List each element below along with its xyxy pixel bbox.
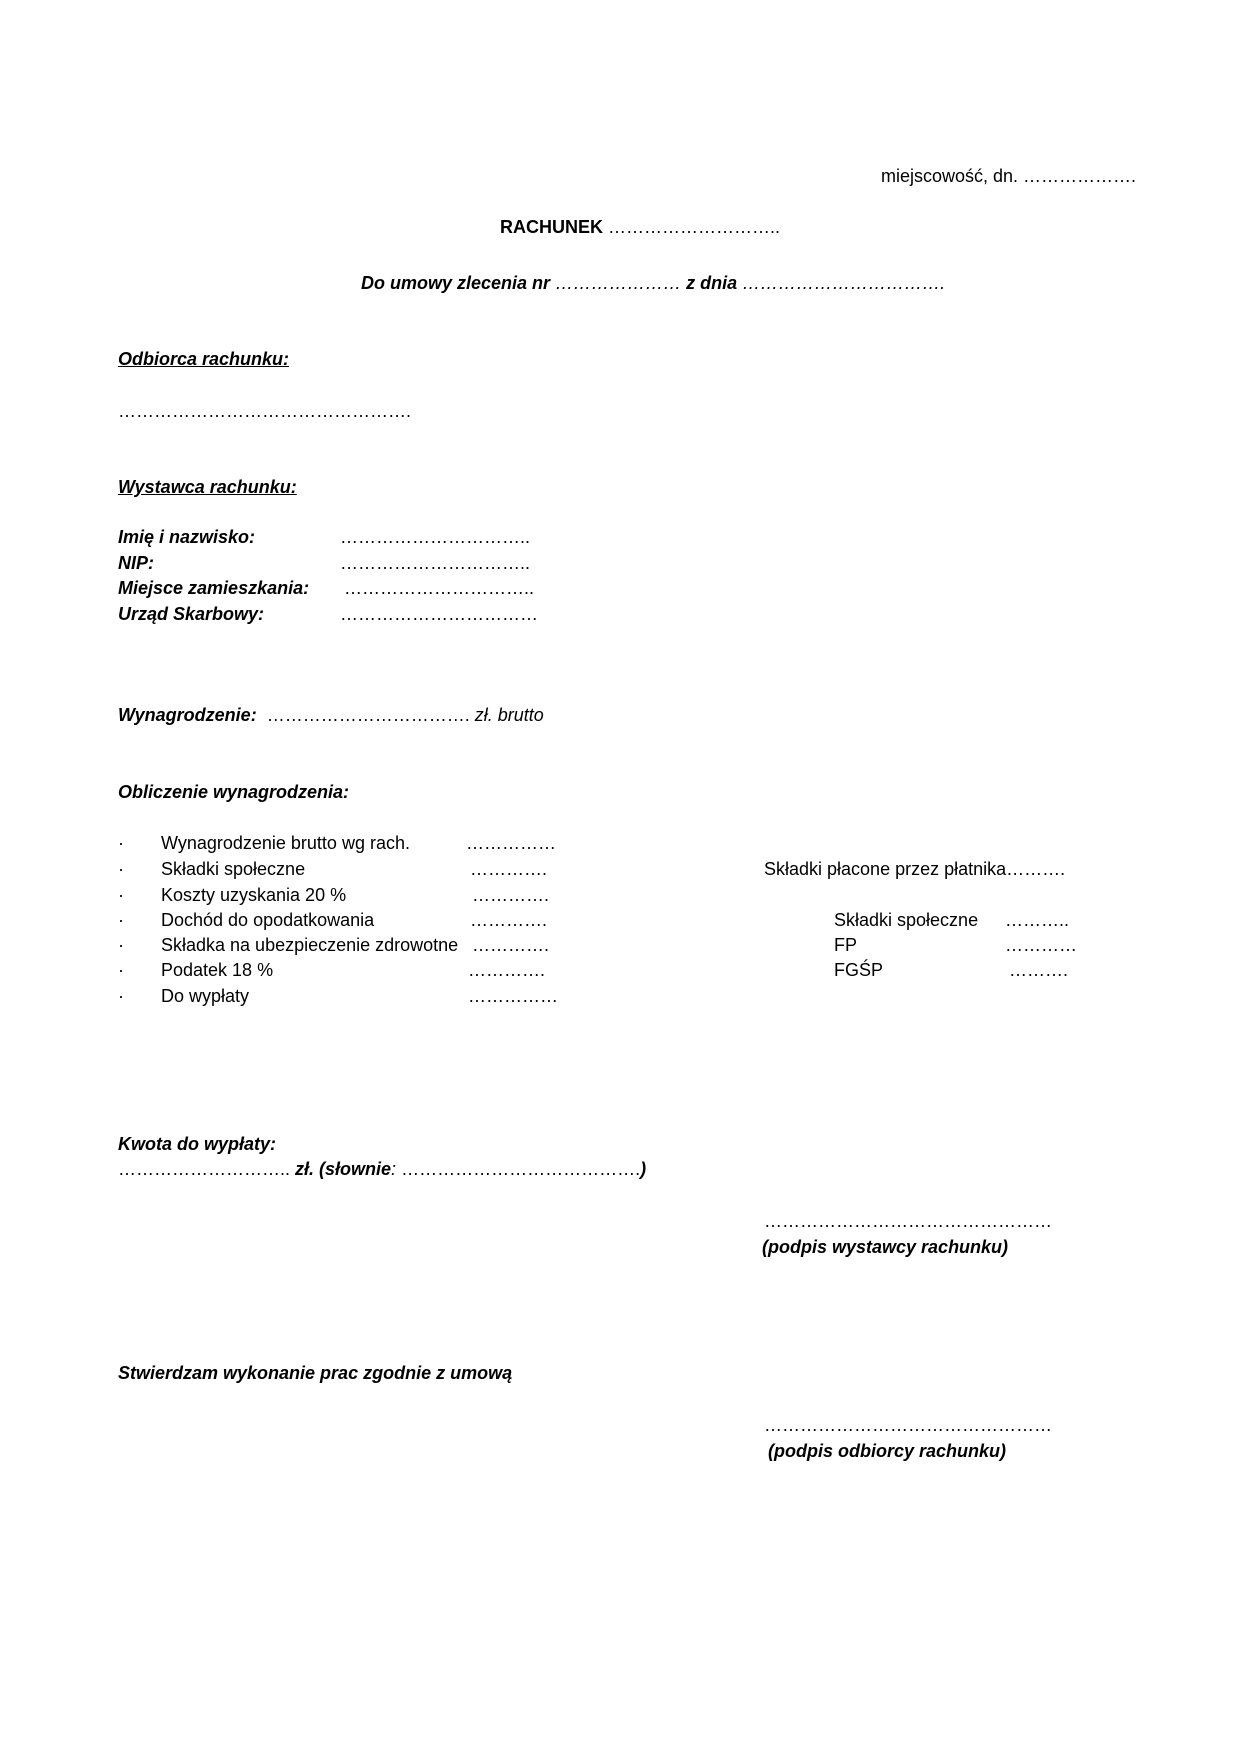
payer-item-dots: ………… <box>1005 935 1077 955</box>
issuer-tax-office-label: Urząd Skarbowy: <box>118 604 265 624</box>
calc-bullet: · <box>118 833 124 853</box>
calc-item-dots: …………. <box>472 935 550 955</box>
payer-item-dots: ………. <box>1009 960 1069 980</box>
payer-item-label: FGŚP <box>834 960 884 980</box>
issuer-name-label: Imię i nazwisko: <box>118 527 256 547</box>
calc-item-dots: …………. <box>470 859 548 879</box>
calc-bullet: · <box>118 859 124 879</box>
payer-item-label: FP <box>834 935 858 955</box>
payout-dots: ……………………….. <box>118 1159 291 1179</box>
issuer-signature-dots: ………………………………………… <box>764 1211 1052 1231</box>
contract-prefix: Do umowy zlecenia nr <box>361 273 551 293</box>
issuer-nip-label: NIP: <box>118 553 154 573</box>
calc-bullet: · <box>118 910 124 930</box>
issuer-name-dots: ………………………….. <box>340 527 531 547</box>
issuer-tax-office-dots: …………………………… <box>340 604 538 624</box>
place-date-text: miejscowość, dn. ………………. <box>881 166 1137 186</box>
payer-heading: Składki płacone przez płatnika <box>764 859 1007 879</box>
calc-item-label: Koszty uzyskania 20 % <box>161 885 347 905</box>
payer-item-label: Składki społeczne <box>834 910 979 930</box>
calc-item-label: Podatek 18 % <box>161 960 274 980</box>
issuer-address-label: Miejsce zamieszkania: <box>118 578 310 598</box>
calculation-heading: Obliczenie wynagrodzenia: <box>118 782 350 802</box>
payer-item-dots: ……….. <box>1005 910 1070 930</box>
payout-words-dots: …………………………………. <box>401 1159 641 1179</box>
issuer-heading: Wystawca rachunku: <box>118 477 297 497</box>
calc-item-dots: …………. <box>470 910 548 930</box>
contract-date-dots: ……………………………. <box>742 273 946 293</box>
salary-dots: ……………………………. <box>266 705 470 725</box>
issuer-signature-caption: (podpis wystawcy rachunku) <box>762 1237 1009 1257</box>
issuer-nip-dots: ………………………….. <box>340 553 531 573</box>
recipient-signature-dots: ………………………………………… <box>764 1415 1052 1435</box>
title-label: RACHUNEK <box>500 217 603 237</box>
title-dots: ……………………….. <box>608 217 781 237</box>
calc-item-dots: …………… <box>466 833 556 853</box>
payout-colon: : <box>391 1159 397 1179</box>
calc-item-label: Do wypłaty <box>161 986 250 1006</box>
calc-item-dots: …………. <box>472 885 550 905</box>
calc-bullet: · <box>118 986 124 1006</box>
contract-date-label: z dnia <box>686 273 738 293</box>
calc-item-label: Składki społeczne <box>161 859 306 879</box>
calc-item-label: Składka na ubezpieczenie zdrowotne <box>161 935 459 955</box>
payout-close: ) <box>640 1159 647 1179</box>
payer-heading-dots: ………. <box>1006 859 1066 879</box>
recipient-heading: Odbiorca rachunku: <box>118 349 290 369</box>
calc-bullet: · <box>118 935 124 955</box>
calc-item-dots: …………… <box>468 986 558 1006</box>
contract-reference <box>361 272 945 294</box>
recipient-signature-caption: (podpis odbiorcy rachunku) <box>768 1441 1007 1461</box>
recipient-dots: …………………………………………. <box>118 401 412 421</box>
calc-item-label: Wynagrodzenie brutto wg rach. <box>161 833 410 853</box>
place-date <box>881 165 1136 187</box>
payout-heading: Kwota do wypłaty: <box>118 1134 277 1154</box>
payout-words-label: zł. (słownie <box>295 1159 392 1179</box>
confirmation-text: Stwierdzam wykonanie prac zgodnie z umową <box>118 1363 513 1383</box>
document-title <box>500 216 780 238</box>
calc-item-dots: …………. <box>468 960 546 980</box>
payer-heading-line <box>764 858 1065 880</box>
calc-item-label: Dochód do opodatkowania <box>161 910 375 930</box>
contract-nr-dots: ………………… <box>555 273 682 293</box>
calc-bullet: · <box>118 960 124 980</box>
salary-label: Wynagrodzenie: <box>118 705 257 725</box>
calc-bullet: · <box>118 885 124 905</box>
salary-line <box>118 704 544 726</box>
salary-suffix: zł. brutto <box>474 705 544 725</box>
issuer-address-dots: ………………………….. <box>344 578 535 598</box>
payout-line <box>118 1158 646 1180</box>
